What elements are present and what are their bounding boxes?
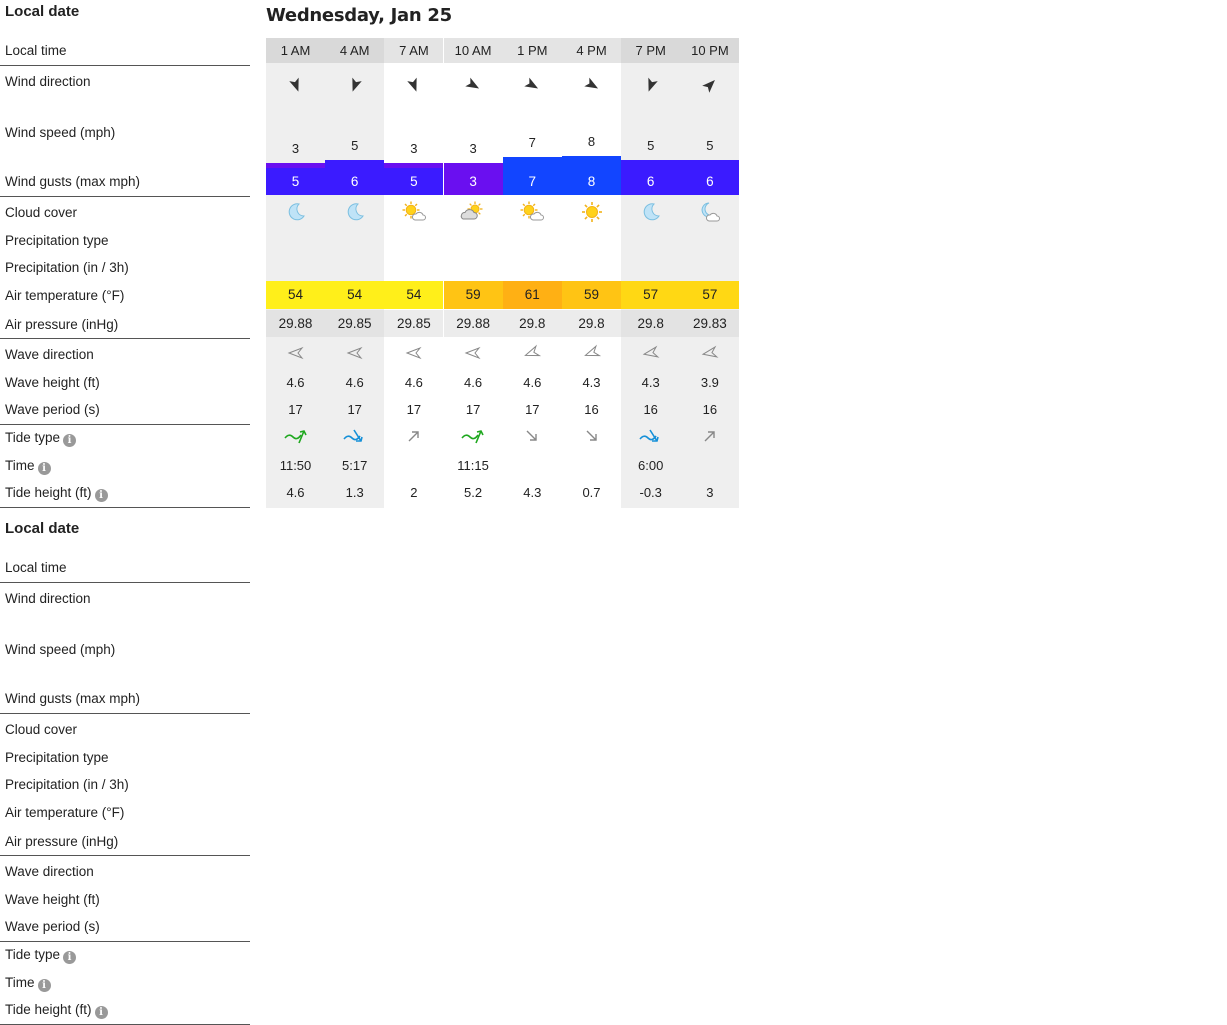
high-tide-icon [444,428,503,444]
label-text: Tide type [5,947,61,962]
label-local-time [5,560,67,575]
wave-direction-arrow-icon [444,344,503,362]
moon-icon [621,201,680,223]
info-icon[interactable]: i [38,462,51,475]
row-divider [0,713,250,714]
label-text: Time [5,458,35,473]
wind-gust-cell: 5 [266,168,325,195]
label-wave-height [5,892,100,907]
label-text: Air pressure (inHg) [5,834,119,849]
wave-period-cell: 17 [525,402,540,417]
row-divider [0,507,250,508]
wind-direction-arrow-icon [503,76,562,94]
label-text: Wind gusts (max mph) [5,174,141,189]
sun-cloud-icon [384,201,443,223]
moon-icon [266,201,325,223]
label-cloud-cover [5,722,77,737]
hour-column [621,38,680,508]
wave-height-cell: 4.3 [641,375,660,390]
label-text: Wind gusts (max mph) [5,691,141,706]
air-temp-cell: 57 [621,281,680,309]
label-text: Cloud cover [5,205,78,220]
label-local-time [5,43,67,58]
tide-height-cell: 3 [706,485,714,500]
label-text: Tide type [5,430,61,445]
time-cell: 10 AM [444,38,503,63]
wind-speed-bar [325,160,384,168]
label-text: Local date [5,520,80,537]
tide-height-cell: 4.3 [523,485,542,500]
label-air-temp [5,805,124,820]
label-text: Air temperature (°F) [5,288,125,303]
wind-speed-value: 7 [528,135,536,150]
wind-direction-arrow-icon [621,76,680,94]
hour-column [384,38,443,508]
wind-gust-cell: 6 [680,168,739,195]
wave-period-cell: 16 [643,402,658,417]
tide-time-cell [562,456,621,476]
wave-height-cell: 4.6 [286,375,305,390]
wave-height-cell: 4.6 [464,375,483,390]
label-wind-speed [5,642,115,657]
sun-cloud-icon [503,201,562,223]
wind-gust-cell: 7 [503,168,562,195]
wind-direction-arrow-icon [680,76,739,94]
label-wind-gusts [5,691,140,706]
row-divider [0,65,250,66]
label-text: Local date [5,3,80,20]
label-text: Tide height (ft) [5,485,92,500]
info-icon[interactable]: i [63,434,76,447]
wave-period-cell: 17 [288,402,303,417]
hour-column [680,38,739,508]
hour-column [562,38,621,508]
label-text: Wind direction [5,74,91,89]
label-text: Time [5,975,35,990]
wave-period-cell: 17 [347,402,362,417]
tide-height-cell: 1.3 [345,485,364,500]
label-local-date [5,3,79,20]
label-text: Wind speed (mph) [5,125,116,140]
label-text: Cloud cover [5,722,78,737]
air-temp-cell: 59 [562,281,621,309]
wind-speed-value: 5 [647,138,655,153]
wind-direction-arrow-icon [444,76,503,94]
label-tide-time [5,975,51,992]
label-text: Wave period (s) [5,402,100,417]
wave-period-cell: 17 [406,402,422,417]
info-icon[interactable]: i [95,489,108,502]
label-wind-direction [5,74,91,89]
air-pressure-cell: 29.8 [562,310,621,337]
wave-direction-arrow-icon [384,344,443,362]
info-icon[interactable]: i [63,951,76,964]
tide-time-cell [384,456,443,476]
label-text: Precipitation type [5,750,109,765]
wave-period-cell: 16 [702,402,718,417]
label-text: Precipitation (in / 3h) [5,777,129,792]
wave-height-cell: 4.6 [345,375,364,390]
time-cell: 1 PM [503,38,562,63]
wave-direction-arrow-icon [503,344,562,362]
moon-cloud-icon [680,201,739,223]
label-text: Wave height (ft) [5,892,100,907]
row-divider [0,855,250,856]
air-temp-cell: 61 [503,281,562,309]
label-wave-period [5,919,100,934]
falling-tide-icon [562,428,621,444]
hour-column [266,38,325,508]
air-pressure-cell: 29.85 [384,310,443,337]
wave-direction-arrow-icon [680,344,739,362]
label-wind-gusts [5,174,140,189]
air-pressure-cell: 29.8 [503,310,562,337]
time-cell: 4 PM [562,38,621,63]
label-wave-direction [5,864,94,879]
label-text: Precipitation type [5,233,109,248]
label-wave-direction [5,347,94,362]
label-precip [5,777,129,792]
tide-height-cell: 0.7 [582,485,601,500]
tide-time-cell [680,456,739,476]
label-local-date [5,520,79,537]
label-text: Local time [5,43,67,58]
row-divider [0,424,250,425]
air-temp-cell: 54 [266,281,325,309]
label-tide-time [5,458,51,475]
wind-gust-cell: 3 [444,168,503,195]
low-tide-icon [621,428,680,444]
hour-column [503,38,562,508]
label-precip-type [5,750,109,765]
wave-height-cell: 4.6 [523,375,542,390]
wind-speed-bar [503,157,562,168]
row-divider [0,941,250,942]
wind-speed-bar [680,160,739,168]
time-cell: 10 PM [680,38,739,63]
wave-direction-arrow-icon [562,344,621,362]
rising-tide-icon [680,428,739,444]
label-text: Wave direction [5,864,94,879]
label-tide-height [5,485,108,502]
cloud-sun-icon [444,201,503,223]
wave-direction-arrow-icon [621,344,680,362]
time-cell: 7 PM [621,38,680,63]
tide-time-cell [503,456,562,476]
label-air-temp [5,288,124,303]
label-text: Wave direction [5,347,94,362]
wind-speed-value: 5 [351,138,359,153]
info-icon[interactable]: i [95,1006,108,1019]
wind-speed-value: 3 [291,141,300,156]
wave-period-cell: 16 [584,402,599,417]
label-text: Local time [5,560,67,575]
air-pressure-cell: 29.83 [680,310,739,337]
time-cell: 7 AM [384,38,443,63]
falling-tide-icon [503,428,562,444]
label-tide-height [5,1002,108,1019]
wind-speed-value: 8 [587,134,596,149]
air-temp-cell: 54 [325,281,384,309]
label-text: Precipitation (in / 3h) [5,260,129,275]
wind-speed-value: 3 [410,141,418,156]
label-wave-height [5,375,100,390]
tide-time-cell: 5:17 [342,458,368,473]
label-tide-type [5,430,76,447]
row-divider [0,338,250,339]
wind-speed-bar [621,160,680,168]
tide-height-cell: 2 [410,485,418,500]
label-wind-direction [5,591,91,606]
row-divider [0,582,250,583]
wind-direction-arrow-icon [325,76,384,94]
label-text: Wave period (s) [5,919,100,934]
wave-direction-arrow-icon [325,344,384,362]
hour-column [444,38,503,508]
wind-gust-cell: 6 [325,168,384,195]
wave-direction-arrow-icon [266,344,325,362]
wave-height-cell: 4.6 [404,375,423,390]
wave-height-cell: 4.3 [582,375,601,390]
label-text: Tide height (ft) [5,1002,92,1017]
label-wave-period [5,402,100,417]
wind-gust-cell: 8 [562,168,621,195]
low-tide-icon [325,428,384,444]
tide-height-cell: -0.3 [639,485,662,500]
air-pressure-cell: 29.88 [444,310,503,337]
wind-direction-arrow-icon [562,76,621,94]
air-temp-cell: 59 [444,281,503,309]
wind-gust-cell: 5 [384,168,443,195]
label-precip-type [5,233,109,248]
tide-height-cell: 5.2 [464,485,483,500]
moon-icon [325,201,384,223]
label-text: Air temperature (°F) [5,805,125,820]
label-air-pressure [5,317,118,332]
wave-period-cell: 17 [465,402,481,417]
wind-direction-arrow-icon [384,76,443,94]
wind-speed-value: 3 [469,141,477,156]
label-precip [5,260,129,275]
air-temp-cell: 54 [384,281,443,309]
wind-direction-arrow-icon [266,76,325,94]
tide-height-cell: 4.6 [286,485,305,500]
tide-time-cell: 11:50 [279,458,312,473]
day-title: Wednesday, Jan 25 [266,5,452,26]
air-pressure-cell: 29.8 [621,310,680,337]
label-text: Wave height (ft) [5,375,100,390]
rising-tide-icon [384,428,443,444]
wind-speed-value: 5 [706,138,714,153]
label-tide-type [5,947,76,964]
air-temp-cell: 57 [680,281,739,309]
wind-gust-cell: 6 [621,168,680,195]
label-cloud-cover [5,205,77,220]
label-air-pressure [5,834,118,849]
tide-time-cell: 11:15 [457,458,489,473]
label-text: Wind speed (mph) [5,642,116,657]
info-icon[interactable]: i [38,979,51,992]
label-text: Wind direction [5,591,91,606]
wave-height-cell: 3.9 [700,375,719,390]
air-pressure-cell: 29.85 [325,310,384,337]
air-pressure-cell: 29.88 [266,310,325,337]
tide-time-cell: 6:00 [638,458,664,473]
label-text: Air pressure (inHg) [5,317,119,332]
wind-speed-bar [562,156,621,168]
hour-column [325,38,384,508]
sun-icon [562,201,621,223]
high-tide-icon [266,428,325,444]
time-cell: 1 AM [266,38,325,63]
day-panel [266,0,740,510]
label-wind-speed [5,125,115,140]
time-cell: 4 AM [325,38,384,63]
row-divider [0,196,250,197]
